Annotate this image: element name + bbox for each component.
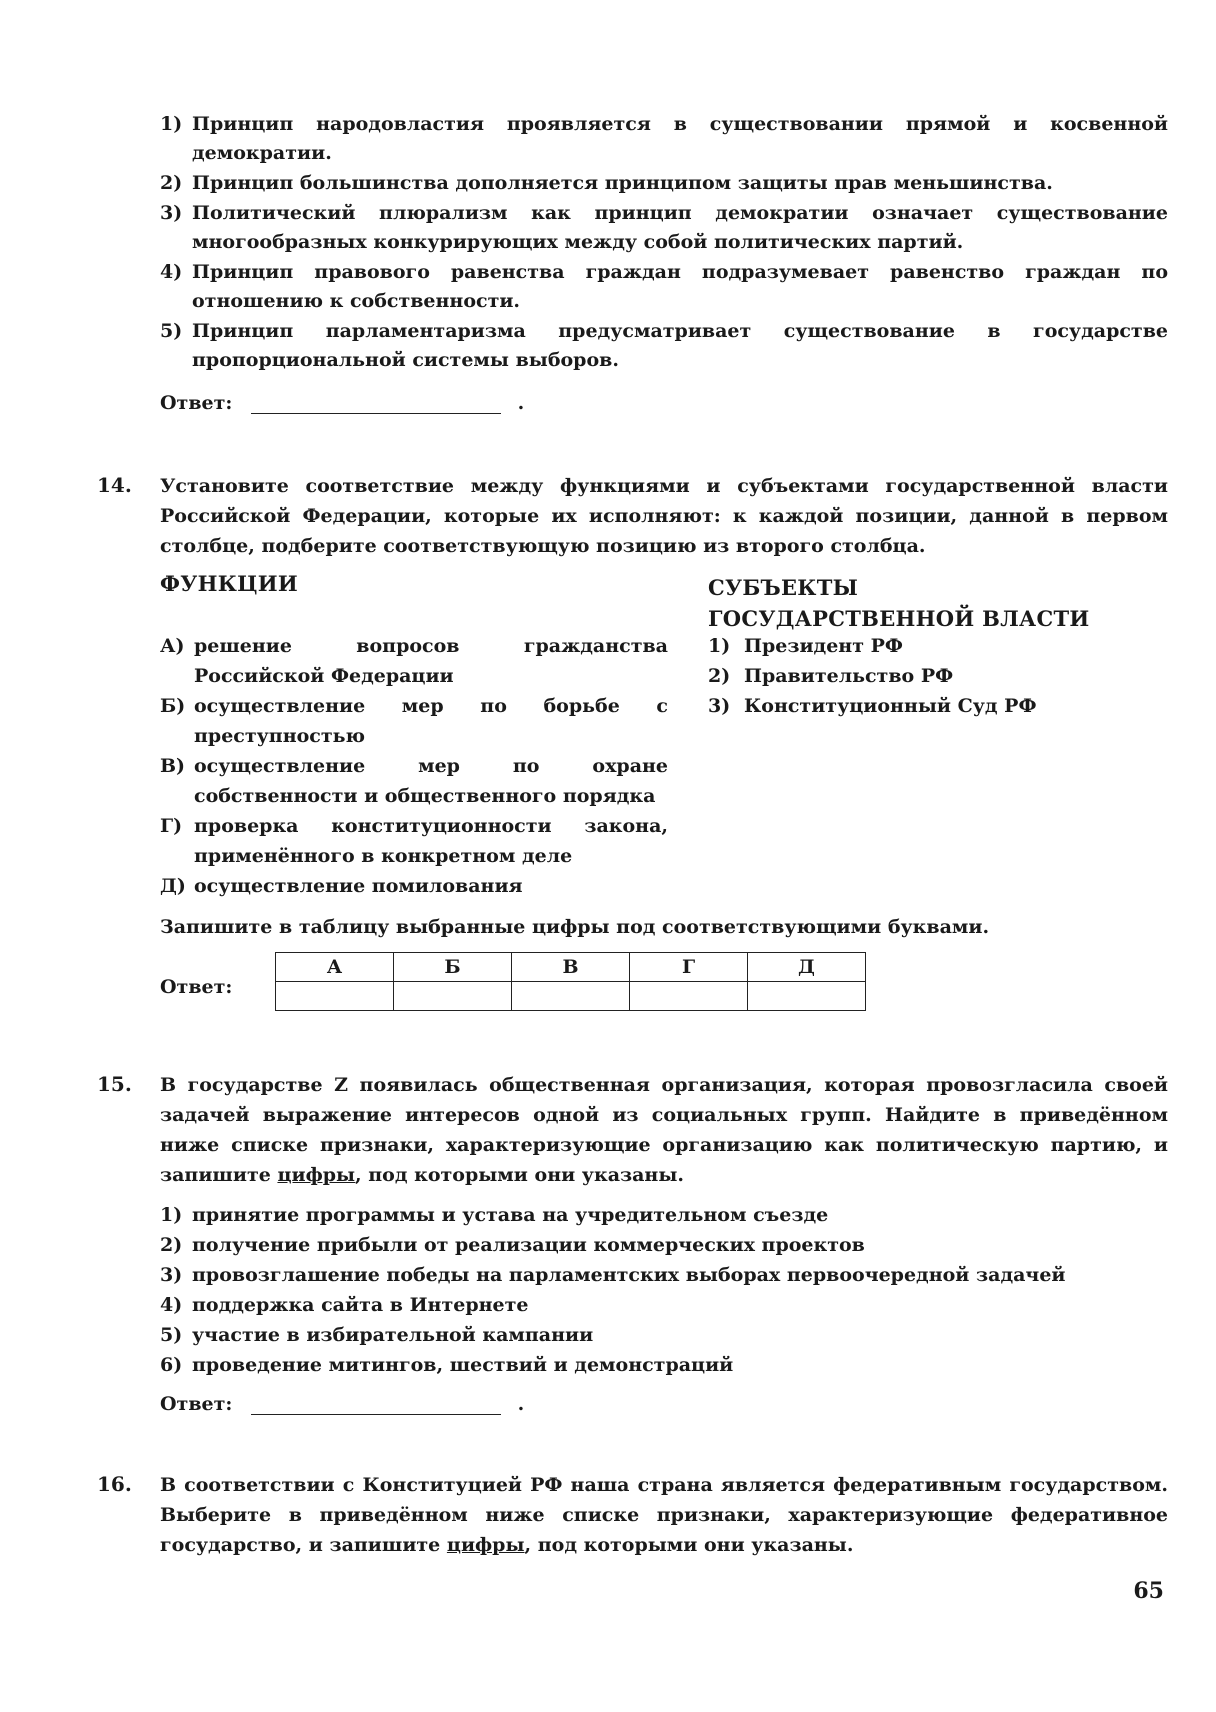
- q14-functions-list: [160, 631, 668, 901]
- q15-option-number: 4): [160, 1294, 183, 1316]
- subject-number: 2): [708, 665, 731, 687]
- q16-text-emphasis: цифры: [446, 1534, 525, 1556]
- q13-option-text: Принцип народовластия проявляется в существовании прямой и косвенной демократии.: [192, 113, 1168, 164]
- q15-option-text: принятие программы и устава на учредительном съезде: [192, 1204, 829, 1226]
- q14-subjects-list: [708, 631, 1128, 721]
- q13-answer: [160, 392, 524, 414]
- list-item: [160, 1290, 1168, 1320]
- answer-cell[interactable]: [394, 982, 512, 1011]
- q15-option-number: 5): [160, 1324, 183, 1346]
- q16-text-before: В соответствии с Конституцией РФ наша страна является федеративным государством. Выберите в приведённом ниже списке признаки, характеризующие федеративное государство, и запишите: [160, 1474, 1168, 1556]
- q15-text-after: , под которыми они указаны.: [355, 1164, 685, 1186]
- q13-option-number: 4): [160, 261, 183, 283]
- q15-option-number: 2): [160, 1234, 183, 1256]
- q14-number: 14.: [97, 473, 132, 497]
- q14-table-instruction: Запишите в таблицу выбранные цифры под соответствующими буквами.: [160, 916, 990, 938]
- function-text: осуществление мер по борьбе с преступностью: [194, 695, 668, 747]
- q14-left-header: ФУНКЦИИ: [160, 571, 298, 596]
- subject-text: Конституционный Суд РФ: [744, 695, 1037, 717]
- list-item: [160, 258, 1168, 316]
- q15-options-list: [160, 1200, 1168, 1380]
- q13-option-number: 5): [160, 320, 183, 342]
- q15-option-text: провозглашение победы на парламентских выборах первоочередной задачей: [192, 1264, 1066, 1286]
- list-item: [160, 1320, 1168, 1350]
- answer-input-line[interactable]: [251, 393, 501, 414]
- q16-text-after: , под которыми они указаны.: [524, 1534, 854, 1556]
- answer-input-line[interactable]: [251, 1394, 501, 1415]
- list-item: [160, 169, 1168, 198]
- list-item: [708, 661, 1128, 691]
- list-item: [160, 1260, 1168, 1290]
- list-item: [160, 691, 668, 751]
- table-letter-cell: Б: [394, 953, 512, 982]
- function-letter: А): [160, 635, 185, 657]
- q15-option-number: 3): [160, 1264, 183, 1286]
- function-text: осуществление мер по охране собственности и общественного порядка: [194, 755, 668, 807]
- q14-text: Установите соответствие между функциями и субъектами государственной власти Российской Федерации, которые их исполняют: к каждой позиции, данной в первом столбце, подберите соответствующую позицию из второго столбца.: [160, 475, 1168, 557]
- list-item: [160, 871, 668, 901]
- q15-text-emphasis: цифры: [277, 1164, 356, 1186]
- q13-option-text: Принцип парламентаризма предусматривает существование в государстве пропорциональной системы выборов.: [192, 320, 1168, 371]
- q15-option-text: получение прибыли от реализации коммерческих проектов: [192, 1234, 865, 1256]
- q16-text: [160, 1470, 1168, 1560]
- answer-label: Ответ:: [160, 392, 233, 414]
- function-text: проверка конституционности закона, применённого в конкретном деле: [194, 815, 668, 867]
- list-item: [160, 317, 1168, 375]
- q13-option-number: 2): [160, 172, 183, 194]
- q15-option-text: участие в избирательной кампании: [192, 1324, 594, 1346]
- function-text: решение вопросов гражданства Российской Федерации: [194, 635, 668, 687]
- answer-cell[interactable]: [748, 982, 866, 1011]
- function-letter: Г): [160, 815, 183, 837]
- table-letter-cell: В: [512, 953, 630, 982]
- answer-cell[interactable]: [512, 982, 630, 1011]
- list-item: [708, 691, 1128, 721]
- answer-cell[interactable]: [630, 982, 748, 1011]
- function-letter: В): [160, 755, 186, 777]
- q14-answer-table: [275, 952, 866, 1011]
- q13-option-text: Принцип большинства дополняется принципом защиты прав меньшинства.: [192, 172, 1053, 194]
- page-number: 65: [1133, 1578, 1164, 1604]
- q15-number: 15.: [97, 1072, 132, 1096]
- list-item: [160, 110, 1168, 168]
- subject-number: 1): [708, 635, 731, 657]
- q15-option-number: 6): [160, 1354, 183, 1376]
- answer-table-header-row: [276, 953, 866, 982]
- list-item: [160, 811, 668, 871]
- list-item: [160, 1350, 1168, 1380]
- answer-cell[interactable]: [276, 982, 394, 1011]
- list-item: [160, 1200, 1168, 1230]
- q13-option-text: Политический плюрализм как принцип демократии означает существование многообразных конкурирующих между собой политических партий.: [192, 202, 1168, 253]
- q15-answer: [160, 1393, 524, 1415]
- subject-number: 3): [708, 695, 731, 717]
- q15-option-text: поддержка сайта в Интернете: [192, 1294, 529, 1316]
- q16-number: 16.: [97, 1472, 132, 1496]
- list-item: [160, 199, 1168, 257]
- q15-option-text: проведение митингов, шествий и демонстраций: [192, 1354, 734, 1376]
- q13-option-number: 1): [160, 113, 183, 135]
- list-item: [160, 631, 668, 691]
- function-letter: Б): [160, 695, 186, 717]
- answer-dot: .: [517, 392, 525, 414]
- q14-answer-label: Ответ:: [160, 976, 233, 998]
- q15-text-before: В государстве Z появилась общественная организация, которая провозгласила своей задачей выражение интересов одной из социальных групп. Найдите в приведённом ниже списке признаки, характеризующие организацию как политическую партию, и запишите: [160, 1074, 1168, 1186]
- list-item: [160, 1230, 1168, 1260]
- q14-right-header: СУБЪЕКТЫ ГОСУДАРСТВЕННОЙ ВЛАСТИ: [708, 575, 1090, 631]
- answer-table-input-row: [276, 982, 866, 1011]
- function-letter: Д): [160, 875, 186, 897]
- q13-options-list: [160, 110, 1168, 375]
- table-letter-cell: А: [276, 953, 394, 982]
- table-letter-cell: Г: [630, 953, 748, 982]
- answer-dot: .: [517, 1393, 525, 1415]
- q13-option-text: Принцип правового равенства граждан подразумевает равенство граждан по отношению к собственности.: [192, 261, 1168, 312]
- list-item: [160, 751, 668, 811]
- table-letter-cell: Д: [748, 953, 866, 982]
- subject-text: Президент РФ: [744, 635, 903, 657]
- q15-option-number: 1): [160, 1204, 183, 1226]
- subject-text: Правительство РФ: [744, 665, 954, 687]
- answer-label: Ответ:: [160, 1393, 233, 1415]
- q15-text: [160, 1070, 1168, 1190]
- function-text: осуществление помилования: [194, 875, 523, 897]
- list-item: [708, 631, 1128, 661]
- q13-option-number: 3): [160, 202, 183, 224]
